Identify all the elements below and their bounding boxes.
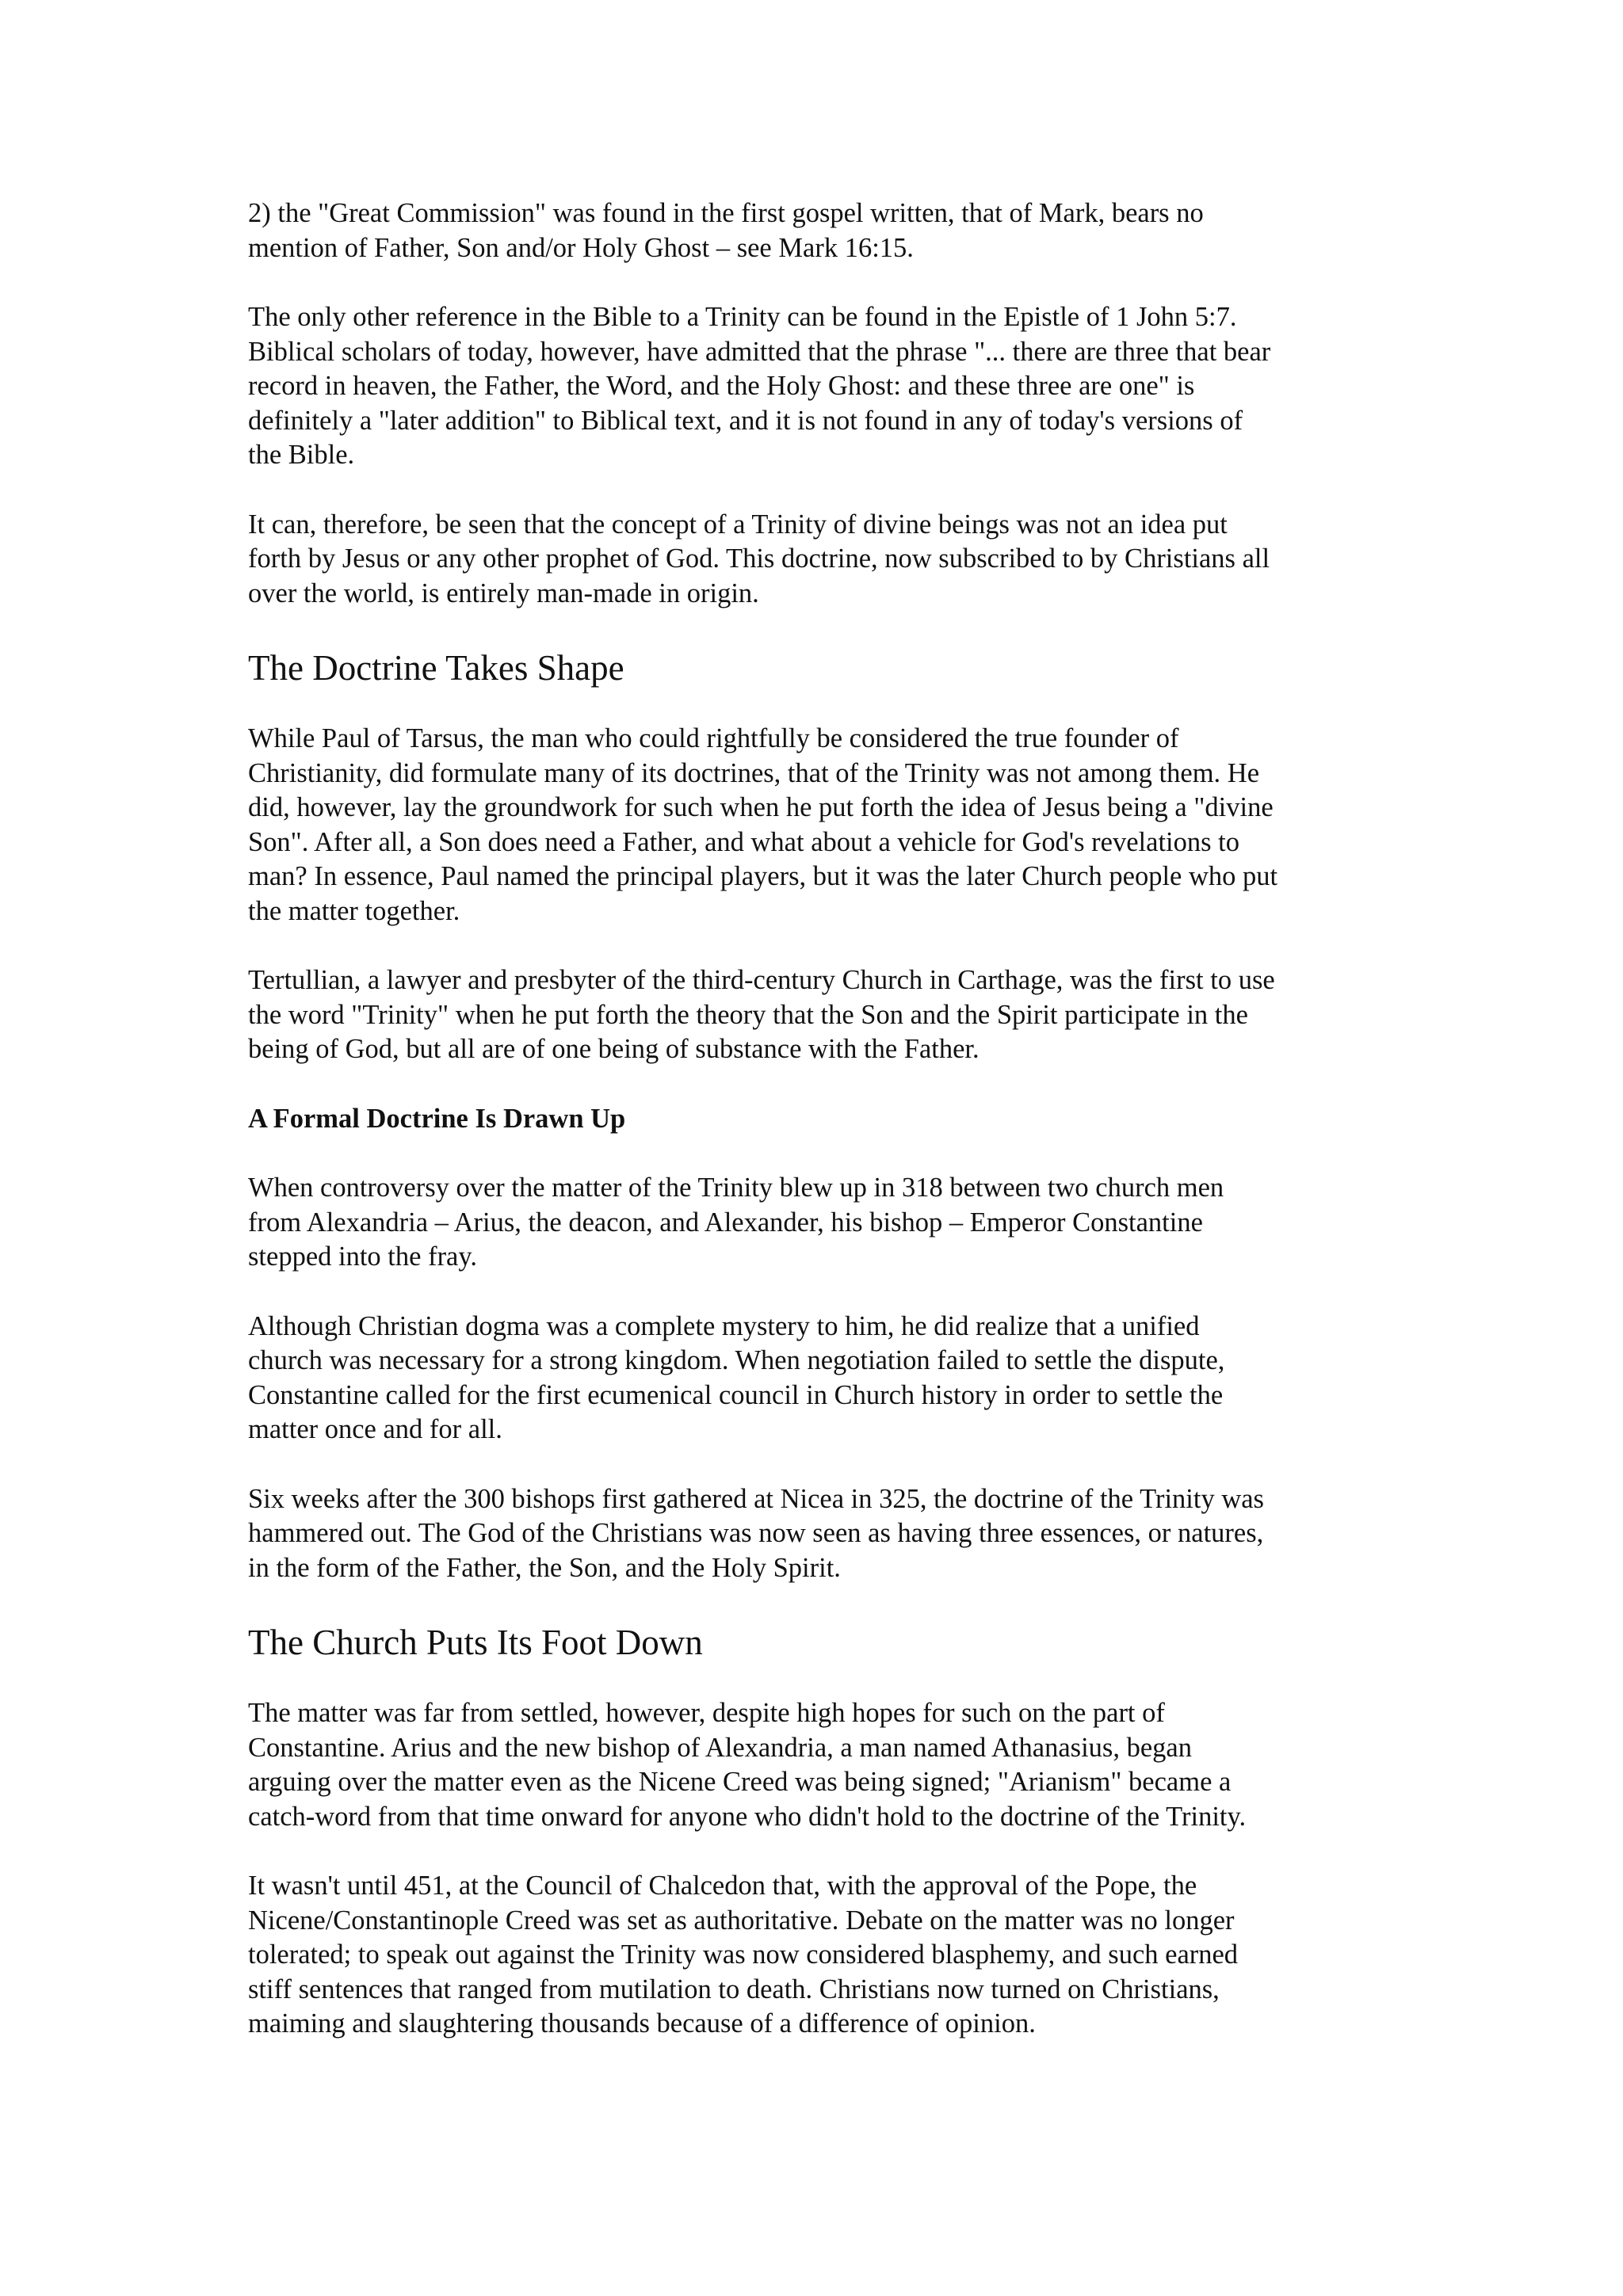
paragraph-tertullian	[248, 963, 1389, 1067]
paragraph-great-commission	[248, 196, 1389, 265]
text-line: 2) the "Great Commission" was found in the first gospel written, that of Mark, bears no	[248, 198, 1204, 228]
paragraph-ecumenical-council	[248, 1310, 1389, 1447]
text-line: Tertullian, a lawyer and presbyter of the third-century Church in Carthage, was the first to use	[248, 965, 1275, 995]
text-line: forth by Jesus or any other prophet of God. This doctrine, now subscribed to by Christians all	[248, 543, 1270, 574]
text-line: mention of Father, Son and/or Holy Ghost – see Mark 16:15.	[248, 232, 914, 263]
text-line: the word "Trinity" when he put forth the theory that the Son and the Spirit participate in the	[248, 999, 1248, 1030]
text-line: Six weeks after the 300 bishops first gathered at Nicea in 325, the doctrine of the Trinity was	[248, 1483, 1264, 1514]
paragraph-nicea-325	[248, 1482, 1389, 1586]
paragraph-paul-of-tarsus	[248, 722, 1389, 929]
paragraph-chalcedon-451	[248, 1869, 1389, 2042]
text-line: the matter together.	[248, 895, 460, 926]
text-line: maiming and slaughtering thousands because of a difference of opinion.	[248, 2008, 1036, 2039]
text-line: The only other reference in the Bible to a Trinity can be found in the Epistle of 1 John 5:7.	[248, 302, 1237, 332]
text-line: Although Christian dogma was a complete mystery to him, he did realize that a unified	[248, 1310, 1200, 1341]
text-line: matter once and for all.	[248, 1414, 502, 1444]
text-line: It wasn't until 451, at the Council of Chalcedon that, with the approval of the Pope, the	[248, 1871, 1197, 1901]
text-line: arguing over the matter even as the Nicene Creed was being signed; "Arianism" became a	[248, 1767, 1232, 1797]
text-line: Constantine called for the first ecumenical council in Church history in order to settle the	[248, 1379, 1224, 1410]
text-line: It can, therefore, be seen that the concept of a Trinity of divine beings was not an idea put	[248, 509, 1228, 540]
section-heading-doctrine-takes-shape: The Doctrine Takes Shape	[248, 648, 624, 688]
text-line: Christianity, did formulate many of its doctrines, that of the Trinity was not among them. He	[248, 757, 1260, 788]
text-line: from Alexandria – Arius, the deacon, and Alexander, his bishop – Emperor Constantine	[248, 1207, 1203, 1238]
text-line: Nicene/Constantinople Creed was set as authoritative. Debate on the matter was no longer	[248, 1905, 1235, 1936]
paragraph-controversy-318	[248, 1171, 1389, 1275]
text-line: hammered out. The God of the Christians was now seen as having three essences, or natures,	[248, 1518, 1264, 1548]
text-line: While Paul of Tarsus, the man who could rightfully be considered the true founder of	[248, 723, 1179, 753]
text-line: Constantine. Arius and the new bishop of Alexandria, a man named Athanasius, began	[248, 1732, 1192, 1763]
text-line: over the world, is entirely man-made in origin.	[248, 578, 759, 608]
text-line: did, however, lay the groundwork for such when he put forth the idea of Jesus being a "divine	[248, 792, 1274, 822]
text-line: in the form of the Father, the Son, and the Holy Spirit.	[248, 1552, 841, 1583]
text-line: church was necessary for a strong kingdom. When negotiation failed to settle the dispute,	[248, 1345, 1225, 1375]
text-line: man? In essence, Paul named the principal players, but it was the later Church people who put	[248, 861, 1278, 891]
section-heading-church-foot-down: The Church Puts Its Foot Down	[248, 1623, 703, 1662]
text-line: Biblical scholars of today, however, have admitted that the phrase "... there are three that bear	[248, 336, 1271, 367]
paragraph-1-john	[248, 300, 1389, 473]
paragraph-arianism	[248, 1696, 1389, 1834]
text-line: definitely a "later addition" to Biblical text, and it is not found in any of today's versions of	[248, 405, 1243, 436]
text-line: record in heaven, the Father, the Word, and the Holy Ghost: and these three are one" is	[248, 371, 1195, 401]
text-line: stepped into the fray.	[248, 1241, 478, 1272]
text-line: The matter was far from settled, however, despite high hopes for such on the part of	[248, 1698, 1165, 1728]
document-page	[248, 196, 1389, 2077]
text-line: tolerated; to speak out against the Trinity was now considered blasphemy, and such earned	[248, 1939, 1239, 1970]
text-line: Son". After all, a Son does need a Father, and what about a vehicle for God's revelations to	[248, 826, 1239, 857]
text-line: the Bible.	[248, 440, 355, 470]
text-line: being of God, but all are of one being of substance with the Father.	[248, 1034, 980, 1064]
paragraph-man-made-origin	[248, 508, 1389, 612]
text-line: When controversy over the matter of the Trinity blew up in 318 between two church men	[248, 1173, 1224, 1203]
text-line: stiff sentences that ranged from mutilation to death. Christians now turned on Christians,	[248, 1974, 1220, 2004]
text-line: catch-word from that time onward for anyone who didn't hold to the doctrine of the Trinity.	[248, 1801, 1247, 1832]
subheading-formal-doctrine: A Formal Doctrine Is Drawn Up	[248, 1103, 626, 1134]
